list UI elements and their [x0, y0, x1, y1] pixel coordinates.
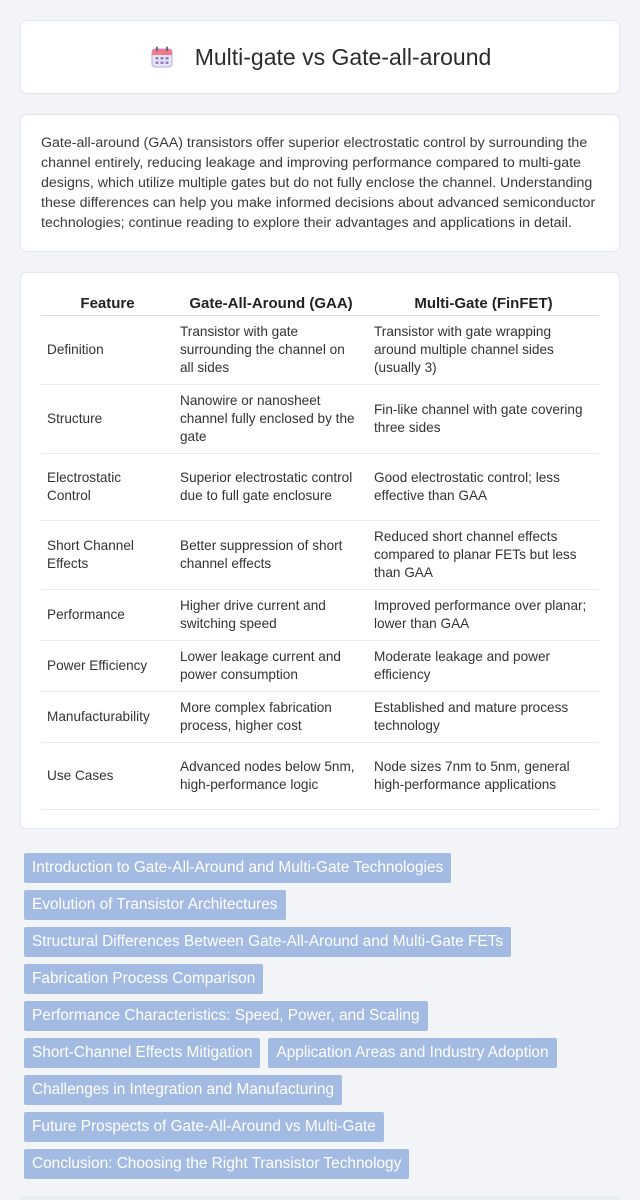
cell-gaa: Higher drive current and switching speed: [174, 590, 368, 641]
cell-gaa: Superior electrostatic control due to full gate enclosure: [174, 454, 368, 521]
comparison-card: [20, 272, 620, 829]
intro-text: Gate-all-around (GAA) transistors offer superior electrostatic control by surrounding the channel entirely, reducing leakage and improving performance compared to multi-gate designs, which utilize multiple gates but do not fully enclose the channel. Understanding these differences can help you make informed decisions about advanced semiconductor technologies; continue reading to explore their advantages and applications in detail.: [41, 135, 596, 231]
header-multigate: Multi-Gate (FinFET): [368, 289, 599, 316]
topic-link[interactable]: Conclusion: Choosing the Right Transistor Technology: [24, 1149, 409, 1179]
table-row: [41, 641, 599, 692]
cell-gaa: Lower leakage current and power consumption: [174, 641, 368, 692]
table-row: [41, 454, 599, 521]
cell-multigate: Node sizes 7nm to 5nm, general high-performance applications: [368, 743, 599, 810]
table-row: [41, 743, 599, 810]
table-row: [41, 385, 599, 454]
cell-multigate: Moderate leakage and power efficiency: [368, 641, 599, 692]
table-header-row: [41, 289, 599, 316]
intro-card: [20, 114, 620, 252]
cell-feature: Use Cases: [41, 743, 174, 810]
topic-link[interactable]: Performance Characteristics: Speed, Power, and Scaling: [24, 1001, 428, 1031]
table-row: [41, 316, 599, 385]
comparison-table: [41, 289, 599, 810]
topic-link[interactable]: Evolution of Transistor Architectures: [24, 890, 286, 920]
header-feature: Feature: [41, 289, 174, 316]
title-card: [20, 20, 620, 94]
cell-multigate: Established and mature process technology: [368, 692, 599, 743]
calendar-icon: [149, 44, 175, 70]
topic-link[interactable]: Future Prospects of Gate-All-Around vs Multi-Gate: [24, 1112, 384, 1142]
table-row: [41, 590, 599, 641]
cell-feature: Manufacturability: [41, 692, 174, 743]
cell-multigate: Improved performance over planar; lower than GAA: [368, 590, 599, 641]
cell-multigate: Fin-like channel with gate covering three sides: [368, 385, 599, 454]
header-gaa: Gate-All-Around (GAA): [174, 289, 368, 316]
cell-feature: Power Efficiency: [41, 641, 174, 692]
page-title: Multi-gate vs Gate-all-around: [194, 43, 492, 70]
table-row: [41, 692, 599, 743]
topic-link[interactable]: Application Areas and Industry Adoption: [268, 1038, 556, 1068]
topic-link[interactable]: Short-Channel Effects Mitigation: [24, 1038, 260, 1068]
table-row: [41, 521, 599, 590]
topic-link[interactable]: Introduction to Gate-All-Around and Multi-Gate Technologies: [24, 853, 451, 883]
cell-feature: Structure: [41, 385, 174, 454]
topic-link[interactable]: Challenges in Integration and Manufacturing: [24, 1075, 342, 1105]
cell-multigate: Good electrostatic control; less effective than GAA: [368, 454, 599, 521]
topic-links: [20, 849, 620, 1179]
footer-strip: [20, 1196, 620, 1200]
cell-multigate: Reduced short channel effects compared to planar FETs but less than GAA: [368, 521, 599, 590]
cell-feature: Electrostatic Control: [41, 454, 174, 521]
cell-gaa: Better suppression of short channel effects: [174, 521, 368, 590]
topic-link[interactable]: Structural Differences Between Gate-All-Around and Multi-Gate FETs: [24, 927, 511, 957]
cell-feature: Short Channel Effects: [41, 521, 174, 590]
topic-link[interactable]: Fabrication Process Comparison: [24, 964, 263, 994]
cell-multigate: Transistor with gate wrapping around multiple channel sides (usually 3): [368, 316, 599, 385]
cell-gaa: Transistor with gate surrounding the channel on all sides: [174, 316, 368, 385]
cell-feature: Definition: [41, 316, 174, 385]
cell-feature: Performance: [41, 590, 174, 641]
cell-gaa: Nanowire or nanosheet channel fully enclosed by the gate: [174, 385, 368, 454]
cell-gaa: Advanced nodes below 5nm, high-performance logic: [174, 743, 368, 810]
cell-gaa: More complex fabrication process, higher cost: [174, 692, 368, 743]
